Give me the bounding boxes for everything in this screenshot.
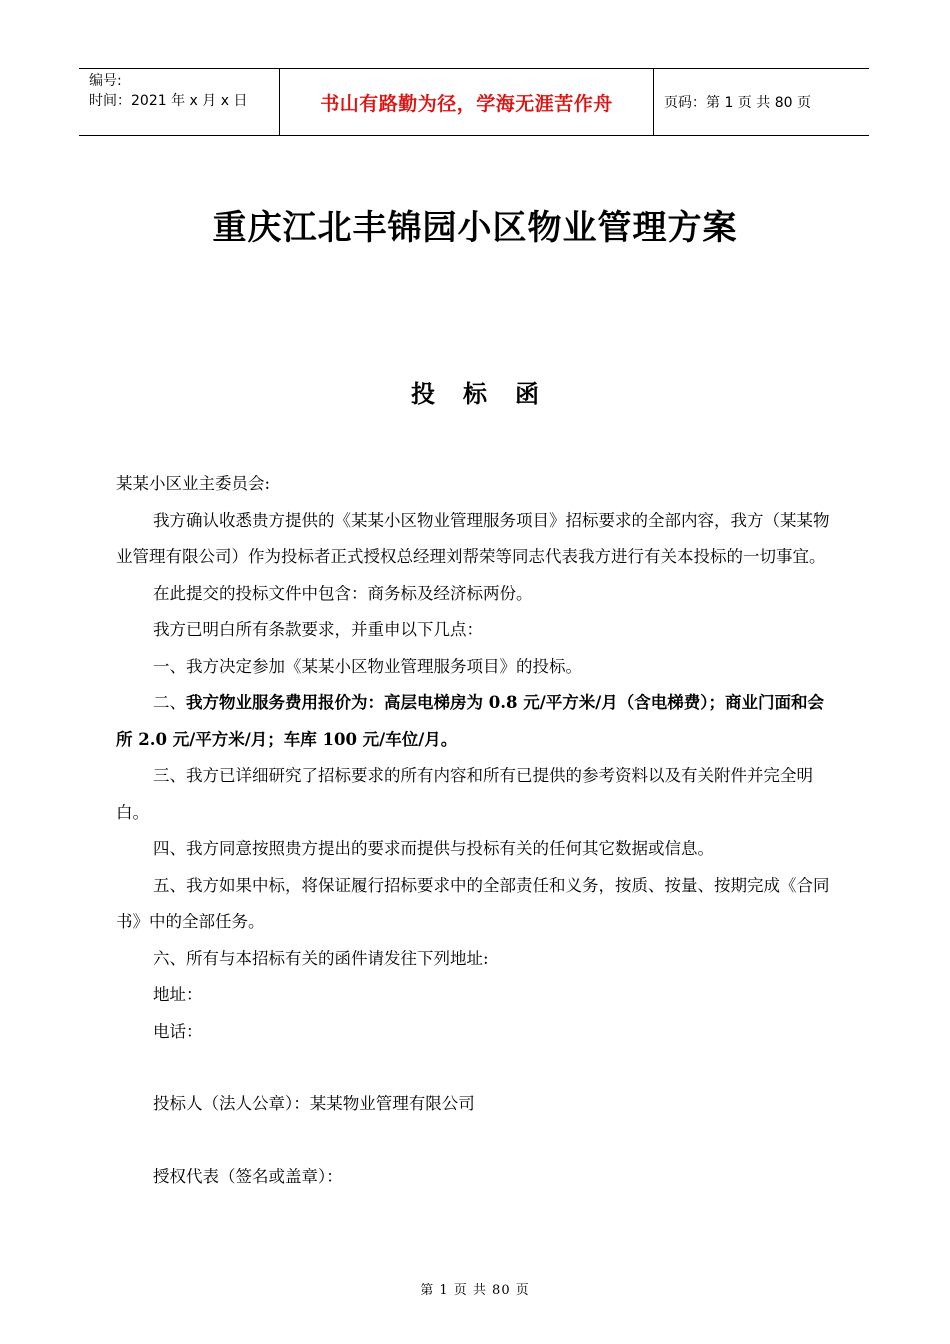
- point-five: 五、我方如果中标，将保证履行招标要求中的全部责任和义务，按质、按量、按期完成《合同书》中的全部任务。: [116, 875, 830, 931]
- header-page-cell: [654, 69, 869, 135]
- header-page-label: 页码：第 1 页 共 80 页: [664, 95, 811, 111]
- phone-label: 电话：: [153, 1021, 203, 1041]
- representative-label: 授权代表（签名或盖章）：: [153, 1166, 343, 1186]
- point-six: 六、所有与本招标有关的函件请发往下列地址:: [153, 948, 489, 968]
- header-motto: 书山有路勤为径，学海无涯苦作舟: [320, 92, 613, 115]
- point-two-number: 二、: [153, 693, 186, 712]
- document-number-label: 编号:: [89, 73, 122, 89]
- point-two-price-quote: 我方物业服务费用报价为：高层电梯房为 0.8 元/平方米/月（含电梯费）；商业门面和会所 2.0 元/平方米/月；车库 100 元/车位/月。: [116, 693, 824, 749]
- section-title: 投标函: [411, 379, 567, 408]
- header-meta-cell: [79, 69, 280, 135]
- header-motto-cell: [280, 69, 654, 135]
- document-title: 重庆江北丰锦园小区物业管理方案: [212, 208, 738, 248]
- letter-body: [116, 466, 836, 1195]
- spacer: [116, 1123, 836, 1159]
- address-label: 地址：: [153, 985, 203, 1004]
- point-one: 一、我方决定参加《某某小区物业管理服务项目》的投标。: [153, 656, 582, 676]
- point-three: 三、我方已详细研究了招标要求的所有内容和所有已提供的参考资料以及有关附件并完全明白。: [116, 766, 813, 822]
- salutation: 某某小区业主委员会:: [116, 474, 271, 493]
- page-footer: 第 1 页 共 80 页: [420, 1283, 530, 1298]
- spacer: [116, 1050, 836, 1086]
- document-date-label: 时间：2021 年 x 月 x 日: [89, 93, 248, 109]
- paragraph-contents: 在此提交的投标文件中包含：商务标及经济标两份。: [153, 583, 533, 603]
- bidder-label: 投标人（法人公章）：某某物业管理有限公司: [153, 1094, 475, 1113]
- paragraph-points-intro: 我方已明白所有条款要求，并重申以下几点：: [153, 620, 483, 639]
- point-two: [116, 685, 836, 758]
- paragraph-confirmation: 我方确认收悉贵方提供的《某某小区物业管理服务项目》招标要求的全部内容，我方（某某物业管理有限公司）作为投标者正式授权总经理刘帮荣等同志代表我方进行有关本投标的一切事宜。: [116, 510, 830, 566]
- header-table: [79, 68, 869, 136]
- point-four: 四、我方同意按照贵方提出的要求而提供与投标有关的任何其它数据或信息。: [153, 839, 714, 858]
